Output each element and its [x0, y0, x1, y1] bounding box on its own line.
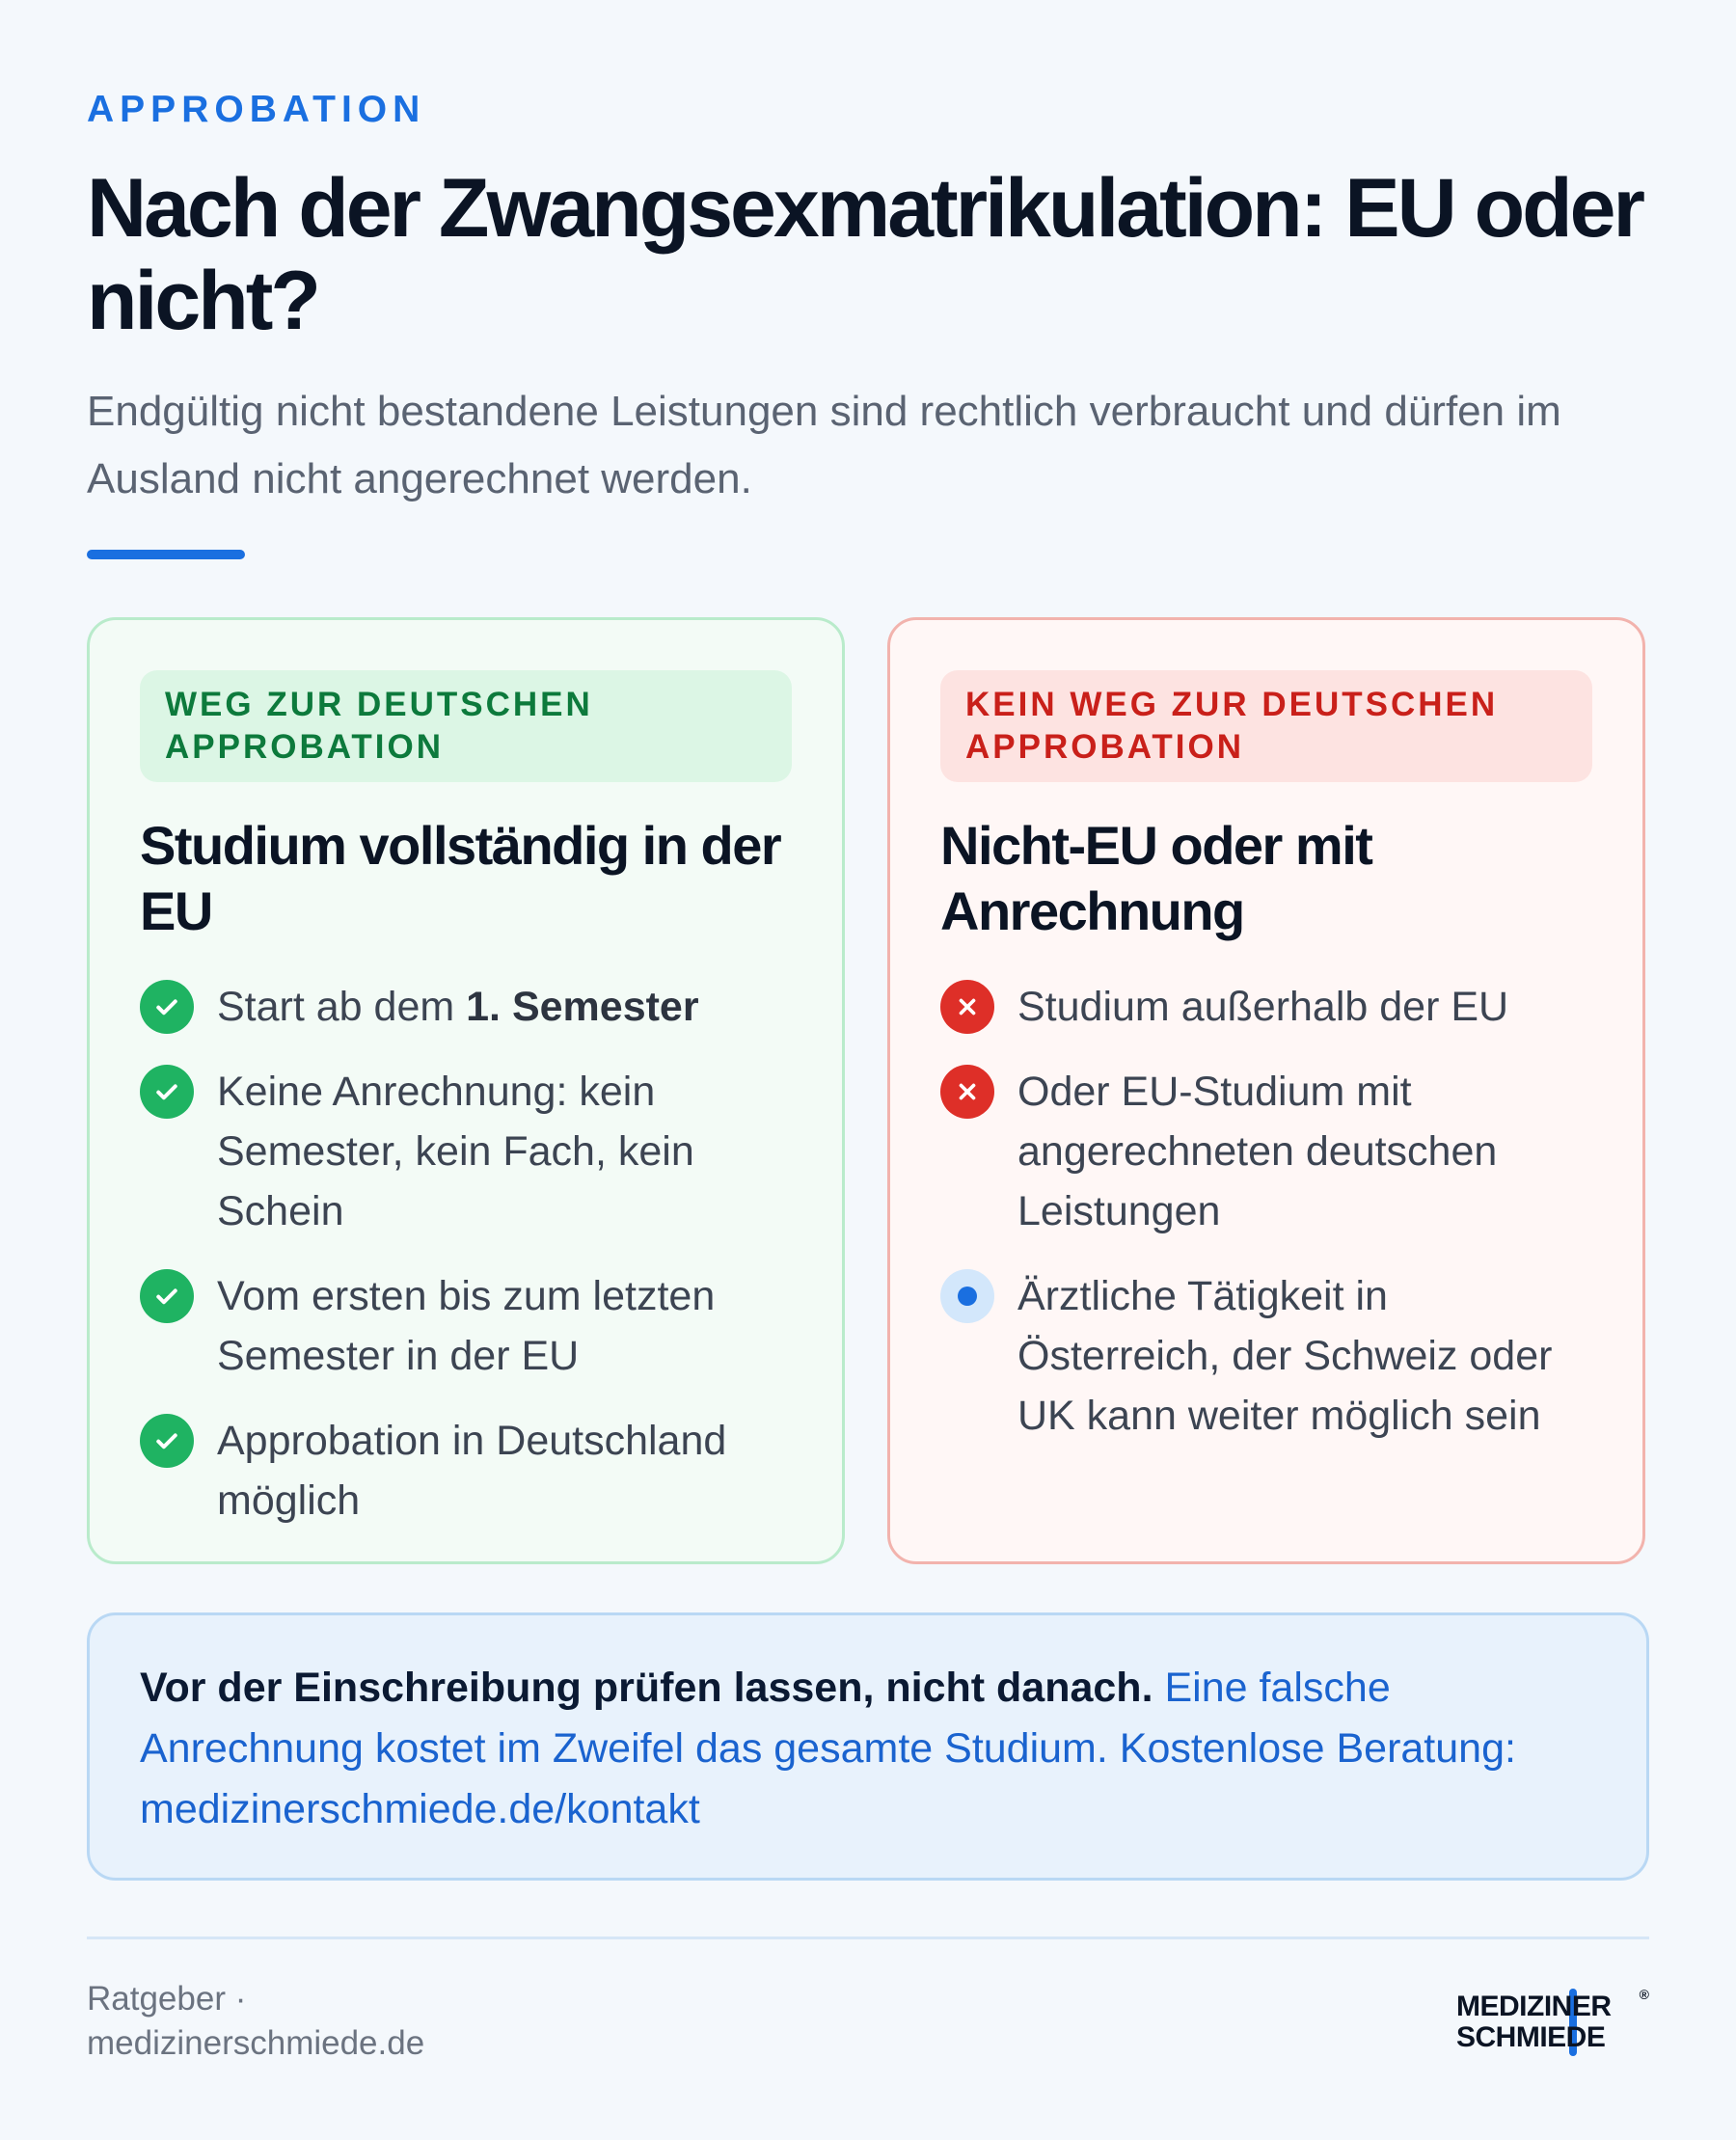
list-item-text: Ärztliche Tätigkeit in Österreich, der Schweiz oder UK kann weiter möglich sein [1017, 1273, 1553, 1439]
footer-source-line2: medizinerschmiede.de [87, 2024, 425, 2062]
callout-text: Eine falsche Anrechnung kostet im Zweifel das gesamte Studium. Kostenlose Beratung: medizinerschmiede.de/kontakt [140, 1665, 1516, 1832]
eyebrow-label: APPROBATION [87, 89, 426, 130]
registered-mark: ® [1639, 1987, 1649, 2002]
logo-line1: MEDIZINER [1456, 1991, 1612, 2022]
non-eu-title: Nicht-EU oder mit Anrechnung [940, 815, 1372, 941]
dot-icon [940, 1269, 994, 1323]
footer-divider [87, 1937, 1649, 1939]
check-icon [140, 1269, 194, 1323]
eu-path-list [140, 977, 792, 1531]
list-item [140, 1411, 792, 1531]
list-item-text: Vom ersten bis zum letzten Semester in der EU [217, 1273, 716, 1379]
list-item [140, 1266, 792, 1386]
non-eu-list [940, 977, 1592, 1446]
check-icon [140, 1065, 194, 1119]
list-item [940, 977, 1592, 1037]
cross-icon [940, 980, 994, 1034]
footer-source-line1: Ratgeber · [87, 1980, 247, 2018]
list-item [140, 977, 792, 1037]
list-item-text: Approbation in Deutschland möglich [217, 1418, 727, 1524]
footer-source [87, 1977, 424, 2066]
logo-line2: SCHMIEDE [1456, 2021, 1606, 2053]
eu-path-badge: WEG ZUR DEUTSCHEN APPROBATION [140, 670, 792, 782]
list-item [140, 1062, 792, 1241]
list-item-text: Oder EU-Studium mit angerechneten deutschen Leistungen [1017, 1069, 1498, 1234]
page-subtitle: Endgültig nicht bestandene Leistungen sind rechtlich verbraucht und dürfen im Ausland nicht angerechnet werden. [87, 388, 1561, 502]
advice-callout [87, 1612, 1649, 1881]
list-item-text: Studium außerhalb der EU [1017, 984, 1509, 1030]
list-item [940, 1062, 1592, 1241]
list-item-text: Start ab dem 1. Semester [217, 984, 699, 1030]
check-icon [140, 980, 194, 1034]
accent-divider [87, 550, 245, 559]
non-eu-card [887, 617, 1645, 1564]
non-eu-badge: KEIN WEG ZUR DEUTSCHEN APPROBATION [940, 670, 1592, 782]
list-item-text: Keine Anrechnung: kein Semester, kein Fach, kein Schein [217, 1069, 694, 1234]
callout-strong-text: Vor der Einschreibung prüfen lassen, nicht danach. [140, 1665, 1153, 1711]
cross-icon [940, 1065, 994, 1119]
page-title: Nach der Zwangsexmatrikulation: EU oder nicht? [87, 162, 1642, 347]
eu-path-title: Studium vollständig in der EU [140, 815, 781, 941]
brand-logo [1456, 1987, 1649, 2054]
list-item [940, 1266, 1592, 1446]
check-icon [140, 1414, 194, 1468]
eu-path-card [87, 617, 845, 1564]
